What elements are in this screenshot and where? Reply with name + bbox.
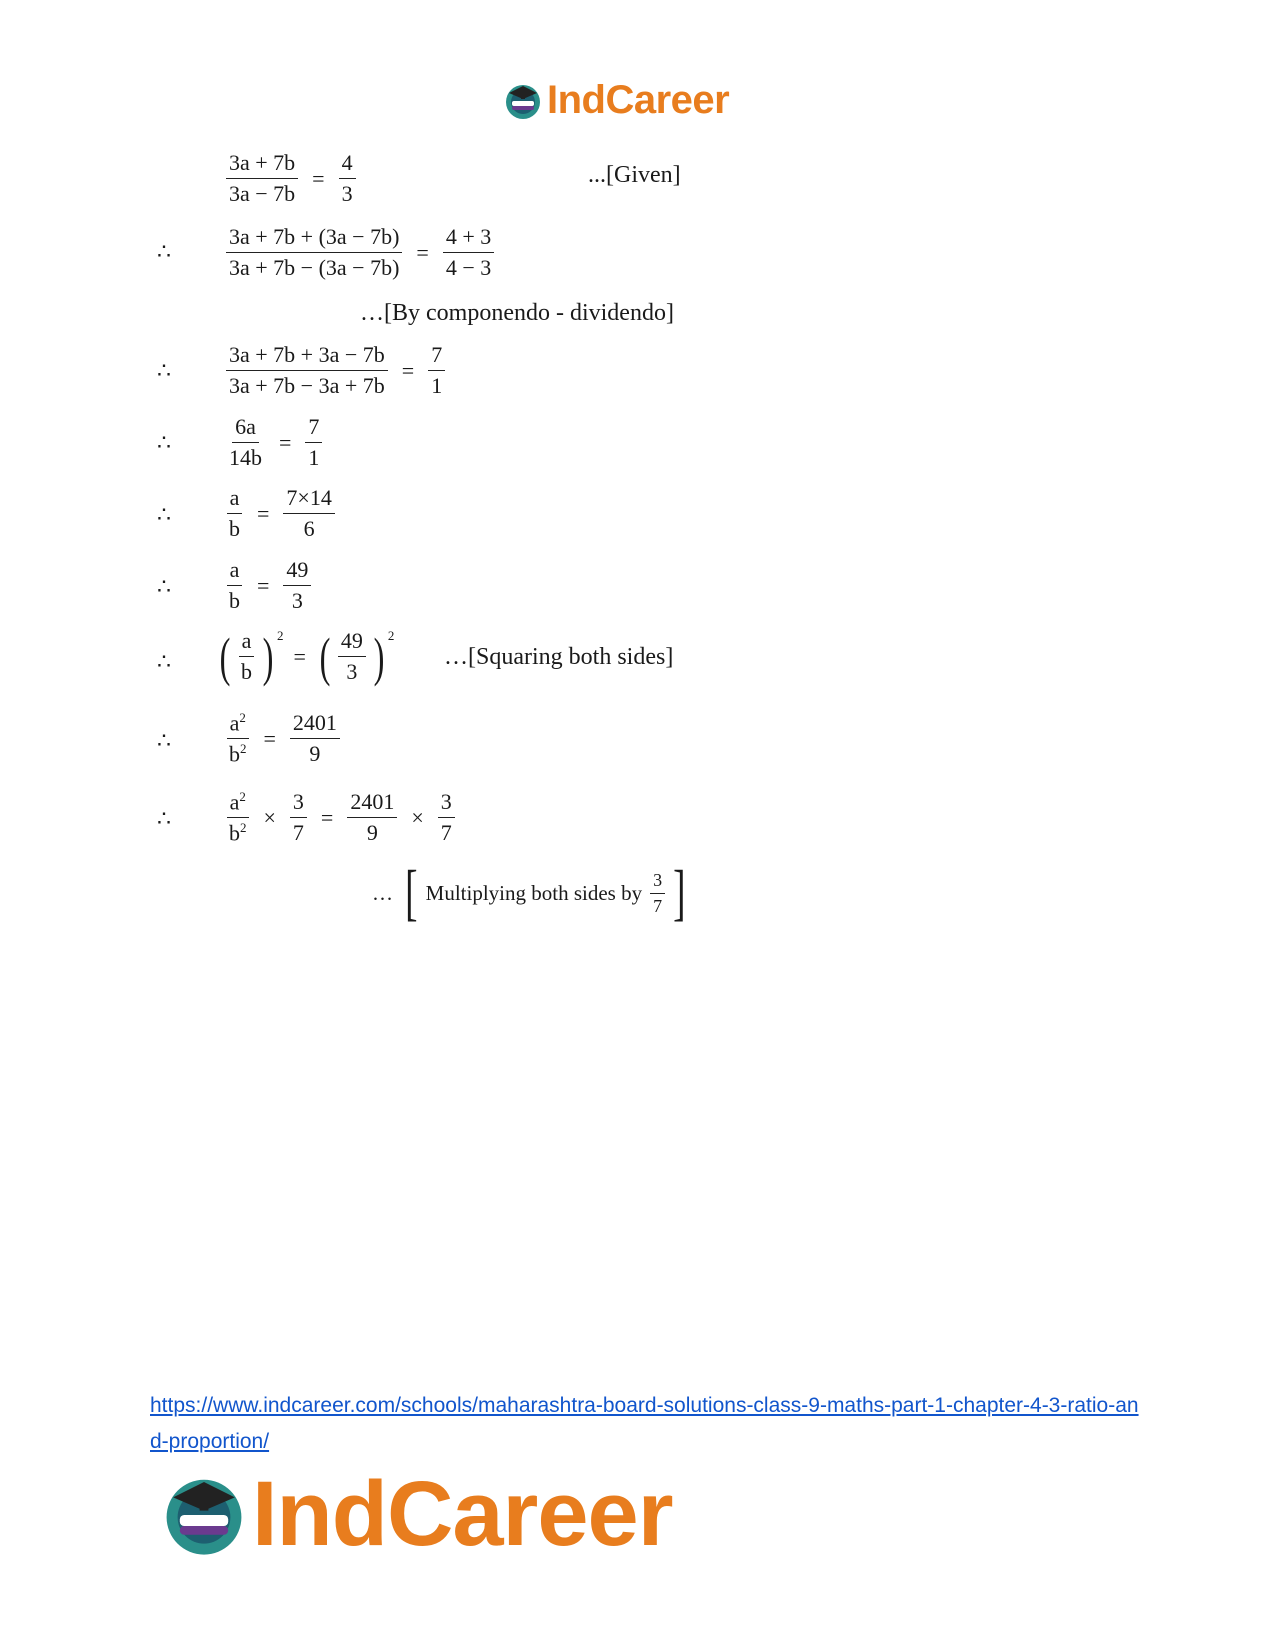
therefore-symbol: ∴	[157, 239, 171, 264]
fraction	[226, 224, 402, 281]
therefore-symbol: ∴	[157, 574, 171, 599]
numerator: $a^2$	[227, 710, 249, 739]
left-bracket: [	[405, 859, 418, 927]
equation-line-2	[222, 224, 498, 281]
fraction	[238, 628, 255, 685]
fraction	[283, 485, 334, 542]
fraction	[339, 150, 356, 207]
equation-line-6	[222, 557, 315, 614]
numerator: 2401	[290, 710, 340, 739]
numerator: 49	[283, 557, 311, 586]
fraction	[347, 789, 397, 846]
denominator: 3	[291, 588, 303, 613]
graduation-cap-book-icon	[160, 1471, 248, 1559]
fraction	[290, 789, 307, 846]
fraction	[650, 870, 665, 917]
denominator: 3a + 7b − (3a − 7b)	[229, 255, 400, 280]
numerator: a	[227, 485, 243, 514]
fraction	[290, 710, 340, 767]
numerator: 7×14	[283, 485, 334, 514]
denominator: $b^2$	[229, 741, 247, 767]
denominator: $b^2$	[229, 820, 247, 846]
note-text: Multiplying both sides by	[425, 880, 643, 905]
numerator: 3	[438, 789, 455, 818]
equation-line-4	[222, 414, 326, 471]
therefore-symbol: ∴	[157, 649, 171, 674]
denominator: 7	[440, 820, 452, 846]
numerator: 7	[428, 342, 445, 371]
numerator: 4 + 3	[443, 224, 494, 253]
numerator: 3a + 7b + (3a − 7b)	[226, 224, 402, 253]
equation-line-7	[216, 628, 394, 685]
denominator: 3a + 7b − 3a + 7b	[229, 373, 385, 398]
denominator: 3	[346, 659, 358, 684]
numerator: a	[227, 557, 243, 586]
ellipsis: …	[372, 880, 393, 905]
times-sign: ×	[263, 804, 276, 830]
denominator: 7	[653, 895, 663, 916]
fraction	[428, 342, 445, 399]
fraction	[226, 485, 243, 542]
numerator: 2401	[347, 789, 397, 818]
fraction	[226, 710, 250, 768]
denominator: 6	[303, 516, 315, 541]
equals-sign: =	[257, 500, 270, 526]
therefore-symbol: ∴	[157, 728, 171, 753]
times-sign: ×	[411, 804, 424, 830]
numerator: 3	[290, 789, 307, 818]
equation-line-9	[222, 789, 459, 847]
therefore-symbol: ∴	[157, 806, 171, 831]
denominator: 3a − 7b	[229, 181, 296, 206]
graduation-cap-book-icon	[503, 81, 543, 121]
equals-sign: =	[263, 725, 276, 751]
equals-sign: =	[320, 804, 334, 830]
denominator: b	[240, 659, 252, 684]
equals-sign: =	[257, 572, 270, 598]
numerator: 3a + 7b	[226, 150, 298, 179]
equation-line-3	[222, 342, 449, 399]
exponent: 2	[387, 628, 395, 643]
note-componendo-dividendo: …[By componendo - dividendo]	[360, 300, 674, 326]
numerator: 3	[650, 870, 665, 894]
indcareer-logo-bottom	[160, 1462, 673, 1567]
denominator: 1	[308, 445, 320, 470]
left-paren: (	[219, 626, 231, 687]
numerator: 4	[339, 150, 356, 179]
therefore-symbol: ∴	[157, 502, 171, 527]
source-link[interactable]: https://www.indcareer.com/schools/maharashtra-board-solutions-class-9-maths-part-1-chapter-4-3-ratio-and-proportion/	[150, 1394, 1139, 1453]
therefore-symbol: ∴	[157, 358, 171, 383]
fraction	[226, 789, 250, 847]
denominator: b	[229, 516, 240, 541]
indcareer-logo-top	[503, 78, 729, 123]
note-squaring: …[Squaring both sides]	[444, 644, 674, 670]
equals-sign: =	[416, 239, 429, 265]
denominator: 1	[431, 373, 443, 398]
numerator: a	[239, 628, 255, 657]
note-given: ...[Given]	[588, 162, 681, 188]
left-paren: (	[319, 626, 331, 687]
equals-sign: =	[293, 643, 306, 669]
numerator: 7	[305, 414, 322, 443]
numerator: 49	[338, 628, 366, 657]
exponent: 2	[276, 628, 284, 643]
denominator: 9	[309, 741, 321, 767]
fraction	[438, 789, 455, 846]
right-bracket: ]	[673, 859, 686, 927]
fraction	[226, 150, 298, 207]
numerator: $a^2$	[227, 789, 249, 818]
equation-line-1	[222, 150, 360, 207]
fraction	[226, 342, 388, 399]
fraction	[443, 224, 494, 281]
numerator: 3a + 7b + 3a − 7b	[226, 342, 388, 371]
equation-line-8	[222, 710, 344, 768]
equation-line-5	[222, 485, 339, 542]
denominator: 9	[366, 820, 378, 846]
fraction	[226, 557, 243, 614]
right-paren: )	[262, 626, 274, 687]
note-multiplying	[372, 859, 690, 927]
equals-sign: =	[279, 429, 292, 455]
fraction	[226, 414, 265, 471]
fraction	[305, 414, 322, 471]
fraction	[338, 628, 366, 685]
logo-wordmark: IndCareer	[252, 1463, 673, 1565]
equals-sign: =	[312, 165, 325, 191]
numerator: 6a	[232, 414, 259, 443]
therefore-symbol: ∴	[157, 430, 171, 455]
fraction	[283, 557, 311, 614]
denominator: 3	[341, 181, 353, 206]
logo-wordmark: IndCareer	[547, 78, 730, 122]
equals-sign: =	[401, 357, 415, 383]
denominator: 4 − 3	[445, 255, 492, 280]
denominator: 7	[292, 820, 304, 846]
right-paren: )	[373, 626, 385, 687]
denominator: b	[229, 588, 240, 613]
denominator: 14b	[229, 445, 262, 470]
